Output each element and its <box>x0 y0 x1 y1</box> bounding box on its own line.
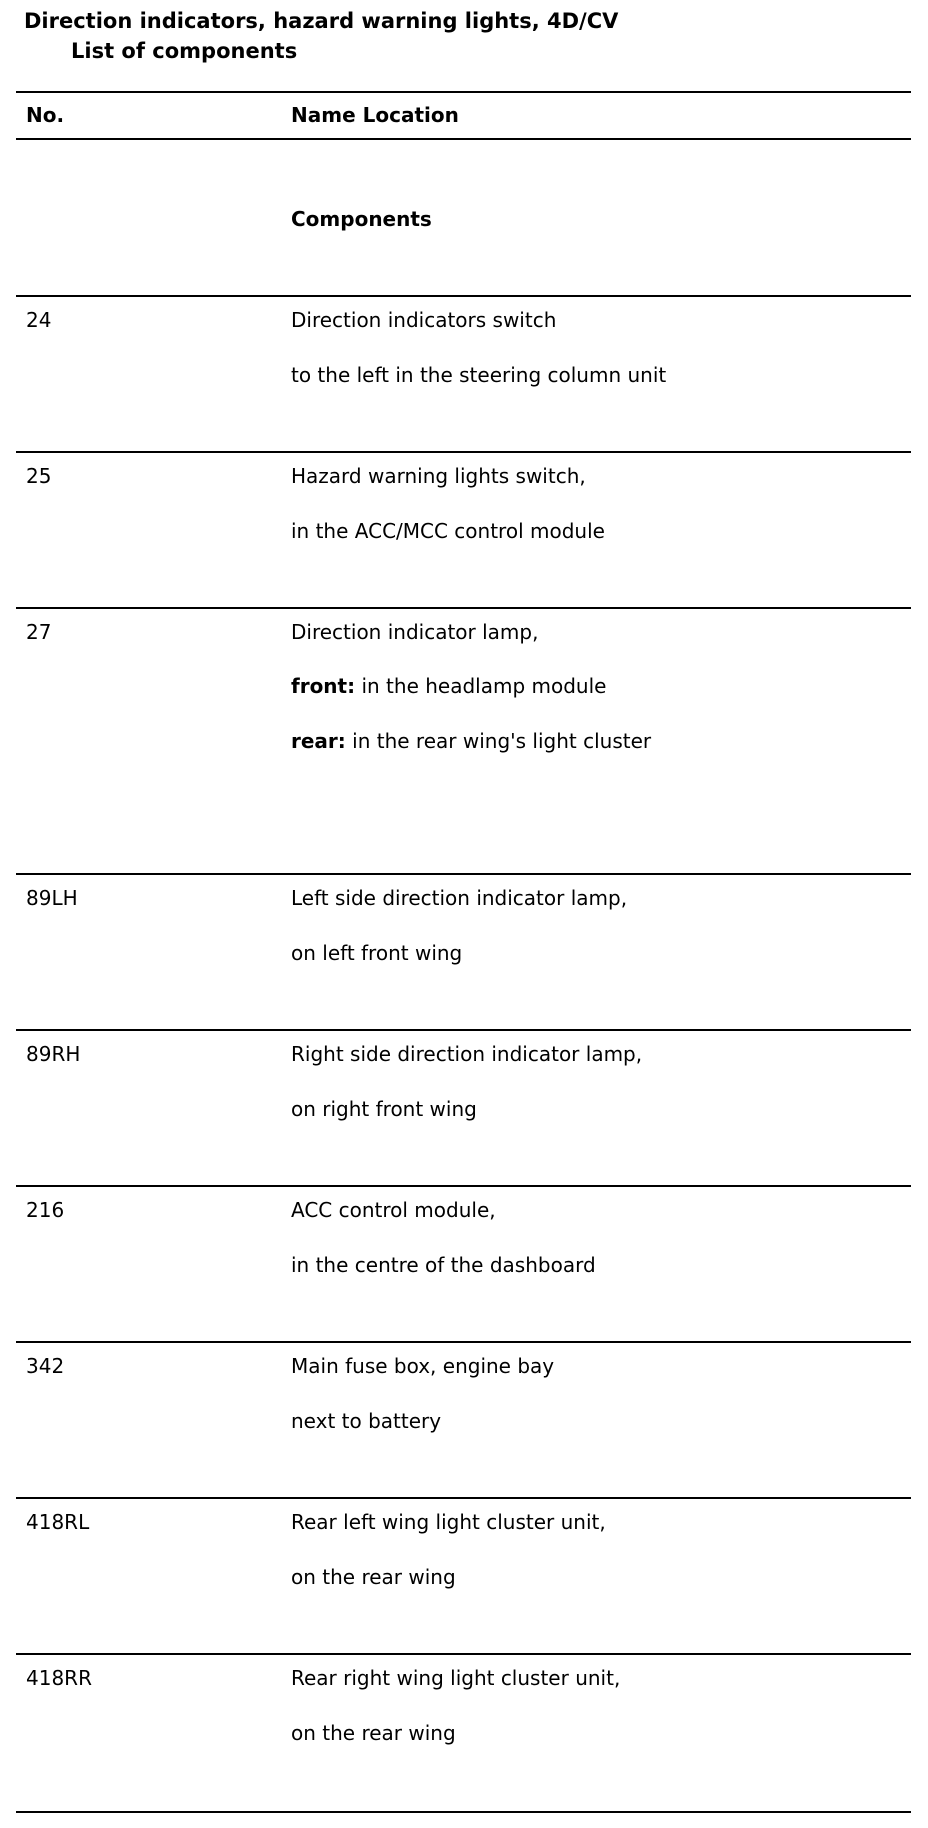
row-number: 25 <box>26 464 52 488</box>
rear-label: rear: <box>291 729 346 753</box>
row-name: Right side direction indicator lamp, <box>291 1042 643 1066</box>
row-number: 27 <box>26 620 52 644</box>
row-divider <box>16 1497 911 1499</box>
row-name: Left side direction indicator lamp, <box>291 886 628 910</box>
table-top-rule <box>16 91 911 93</box>
row-divider <box>16 873 911 875</box>
row-name: Direction indicator lamp, <box>291 620 539 644</box>
row-name: Main fuse box, engine bay <box>291 1354 555 1378</box>
row-location: in the centre of the dashboard <box>291 1253 596 1277</box>
row-number: 418RR <box>26 1666 92 1690</box>
rear-location: in the rear wing's light cluster <box>345 729 652 753</box>
row-location: on the rear wing <box>291 1565 456 1589</box>
table-bottom-rule <box>16 1811 911 1813</box>
row-location: next to battery <box>291 1409 442 1433</box>
row-divider <box>16 1029 911 1031</box>
document-title: Direction indicators, hazard warning lights, 4D/CV <box>24 9 619 33</box>
row-location: on the rear wing <box>291 1721 456 1745</box>
row-divider <box>16 451 911 453</box>
front-label: front: <box>291 674 356 698</box>
column-header-name-location: Name Location <box>291 103 459 127</box>
row-name: ACC control module, <box>291 1198 496 1222</box>
row-location: to the left in the steering column unit <box>291 363 667 387</box>
row-number: 216 <box>26 1198 65 1222</box>
row-number: 89LH <box>26 886 78 910</box>
document-subtitle: List of components <box>71 39 298 63</box>
row-divider <box>16 1653 911 1655</box>
row-location: on left front wing <box>291 941 463 965</box>
table-header-rule <box>16 138 911 140</box>
row-number: 24 <box>26 308 52 332</box>
row-location: on right front wing <box>291 1097 477 1121</box>
row-divider <box>16 607 911 609</box>
row-location-rear <box>291 727 651 755</box>
row-divider <box>16 1341 911 1343</box>
row-location: in the ACC/MCC control module <box>291 519 605 543</box>
section-heading-components: Components <box>291 207 432 231</box>
row-number: 89RH <box>26 1042 81 1066</box>
front-location: in the headlamp module <box>355 674 607 698</box>
row-divider <box>16 295 911 297</box>
row-name: Rear right wing light cluster unit, <box>291 1666 621 1690</box>
column-header-number: No. <box>26 103 65 127</box>
row-location-front <box>291 672 606 700</box>
row-name: Rear left wing light cluster unit, <box>291 1510 606 1534</box>
row-name: Hazard warning lights switch, <box>291 464 586 488</box>
row-number: 342 <box>26 1354 65 1378</box>
row-number: 418RL <box>26 1510 90 1534</box>
row-divider <box>16 1185 911 1187</box>
row-name: Direction indicators switch <box>291 308 557 332</box>
